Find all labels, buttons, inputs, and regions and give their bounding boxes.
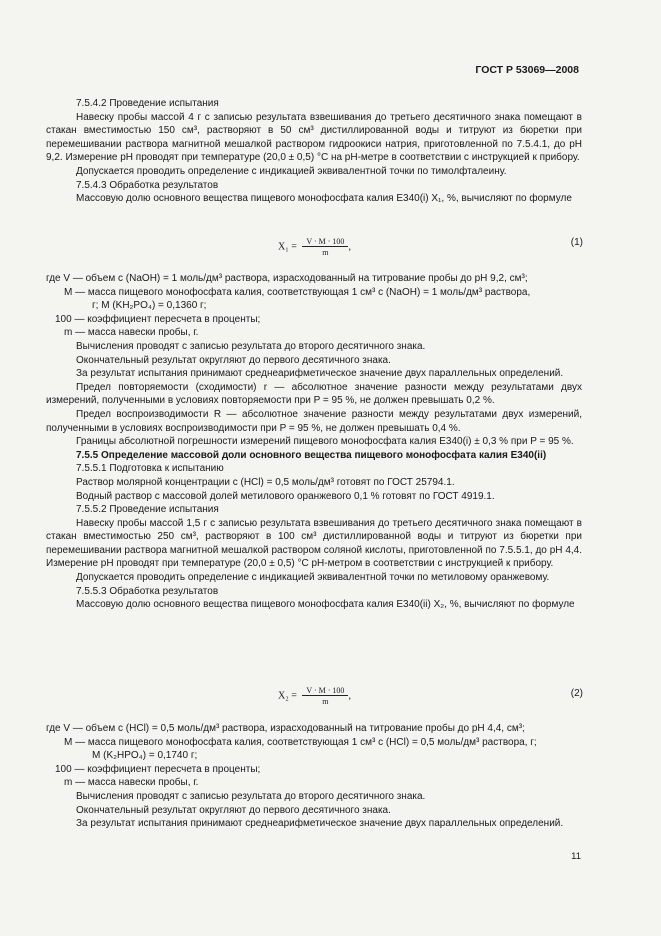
paragraph: Массовую долю основного вещества пищевого монофосфата калия Е340(i) X₁, %, вычисляют по формуле — [76, 193, 572, 205]
paragraph: Предел воспроизводимости R — абсолютное значение разности между результатами двух измерений, полученными в условиях воспроизводимости при P = 95 %, не должен превышать 0,4 %. — [46, 408, 582, 434]
where-item: где V — объем с (NaOH) = 1 моль/дм³ раствора, израсходованный на титрование пробы до pH 9,2, см³; — [46, 273, 528, 284]
where-list-2 — [46, 722, 582, 831]
formula-tail: , — [348, 690, 351, 702]
paragraph: Границы абсолютной погрешности измерений пищевого монофосфата калия Е340(i) ± 0,3 % при P = 95 %. — [76, 436, 574, 448]
paragraph: Окончательный результат округляют до первого десятичного знака. — [76, 354, 391, 366]
paragraph: Предел повторяемости (сходимости) r — абсолютное значение разности между результатами двух измерений, полученными в условиях повторяемости при P = 95 %, не должен превышать 0,2 %. — [46, 381, 582, 407]
paragraph: Навеску пробы массой 1,5 г с записью результата взвешивания до третьего десятичного знака помещают в стакан вместимостью 250 см³, растворяют в 100 см³ дистиллированной воды и титруют из бюретки при перемешивании раствора магнитной мешалкой раствором соляной кислоты, приготовленной по 7.5.5.1, до pH 4,4. Измерение pH проводят при температуре (20,0 ± 0,5) °С pH-метром в соответствии с инструкцией к прибору. — [46, 517, 582, 570]
denominator: m — [322, 248, 329, 257]
section-title: 7.5.5 Определение массовой доли основного вещества пищевого монофосфата калия Е340(ii) — [76, 449, 547, 461]
paragraph: Раствор молярной концентрации с (HCl) = 0,5 моль/дм³ готовят по ГОСТ 25794.1. — [76, 476, 455, 488]
where-item: M (K₂HPO₄) = 0,1740 г; — [92, 750, 198, 762]
where-item: M — масса пищевого монофосфата калия, соответствующая 1 см³ с (NaOH) = 1 моль/дм³ раствора, — [64, 286, 531, 298]
fraction — [302, 237, 348, 257]
section-title: 7.5.5.1 Подготовка к испытанию — [76, 463, 224, 475]
fraction — [302, 686, 348, 706]
standard-header: ГОСТ Р 53069—2008 — [475, 64, 579, 76]
where-item: г; M (KH₂PO₄) = 0,1360 г; — [92, 300, 207, 312]
where-item: где V — объем с (HCl) = 0,5 моль/дм³ раствора, израсходованный на титрование пробы до pH 4,4, см³; — [46, 723, 525, 734]
equation-number: (2) — [570, 688, 583, 699]
formula-2 — [278, 686, 351, 706]
paragraph: Вычисления проводят с записью результата до второго десятичного знака. — [76, 340, 426, 352]
where-item: M — масса пищевого монофосфата калия, соответствующая 1 см³ с (HCl) = 0,5 моль/дм³ раствора, г; — [64, 736, 537, 748]
paragraph: Водный раствор с массовой долей метилового оранжевого 0,1 % готовят по ГОСТ 4919.1. — [76, 490, 495, 502]
where-item: 100 — коэффициент пересчета в проценты; — [55, 763, 261, 775]
formula-1 — [278, 237, 351, 257]
paragraph: Вычисления проводят с записью результата до второго десятичного знака. — [76, 790, 426, 802]
paragraph: Массовую долю основного вещества пищевого монофосфата калия Е340(ii) X₂, %, вычисляют по формуле — [76, 599, 575, 611]
numerator: V · M · 100 — [302, 686, 348, 696]
section-title: 7.5.5.3 Обработка результатов — [76, 585, 219, 597]
formula-lhs: X₂ = — [278, 690, 297, 702]
paragraph: За результат испытания принимают среднеарифметическое значение двух параллельных определений. — [76, 368, 564, 380]
where-item: 100 — коэффициент пересчета в проценты; — [55, 313, 261, 325]
paragraph: Допускается проводить определение с индикацией эквивалентной точки по метиловому оранжевому. — [76, 572, 550, 584]
section-title: 7.5.4.2 Проведение испытания — [76, 98, 219, 109]
page-number: 11 — [571, 851, 581, 862]
numerator: V · M · 100 — [302, 237, 348, 247]
section-title: 7.5.4.3 Обработка результатов — [76, 179, 219, 191]
paragraph: Навеску пробы массой 4 г с записью результата взвешивания до третьего десятичного знака помещают в стакан вместимостью 150 см³, растворяют в 50 см³ дистиллированной воды и титруют из бюретки при перемешивании раствора магнитной мешалкой раствором гидроокиси натрия, приготовленной по 7.5.4.1, до pH 9,2. Измерение pH проводят при температуре (20,0 ± 0,5) °С на pH-метре в соответствии с инструкцией к прибору. — [46, 111, 582, 164]
paragraph: За результат испытания принимают среднеарифметическое значение двух параллельных определений. — [76, 818, 564, 830]
paragraph: Окончательный результат округляют до первого десятичного знака. — [76, 804, 391, 816]
section-title: 7.5.5.2 Проведение испытания — [76, 504, 219, 516]
where-list-1 — [46, 272, 582, 612]
equation-number: (1) — [570, 237, 583, 248]
where-item: m — масса навески пробы, г. — [64, 777, 199, 789]
where-item: m — масса навески пробы, г. — [64, 327, 199, 339]
section-7-5-4-2 — [46, 97, 582, 206]
formula-lhs: X₁ = — [278, 241, 297, 253]
formula-tail: , — [348, 241, 351, 253]
denominator: m — [322, 697, 329, 706]
paragraph: Допускается проводить определение с индикацией эквивалентной точки по тимолфталеину. — [76, 165, 507, 177]
